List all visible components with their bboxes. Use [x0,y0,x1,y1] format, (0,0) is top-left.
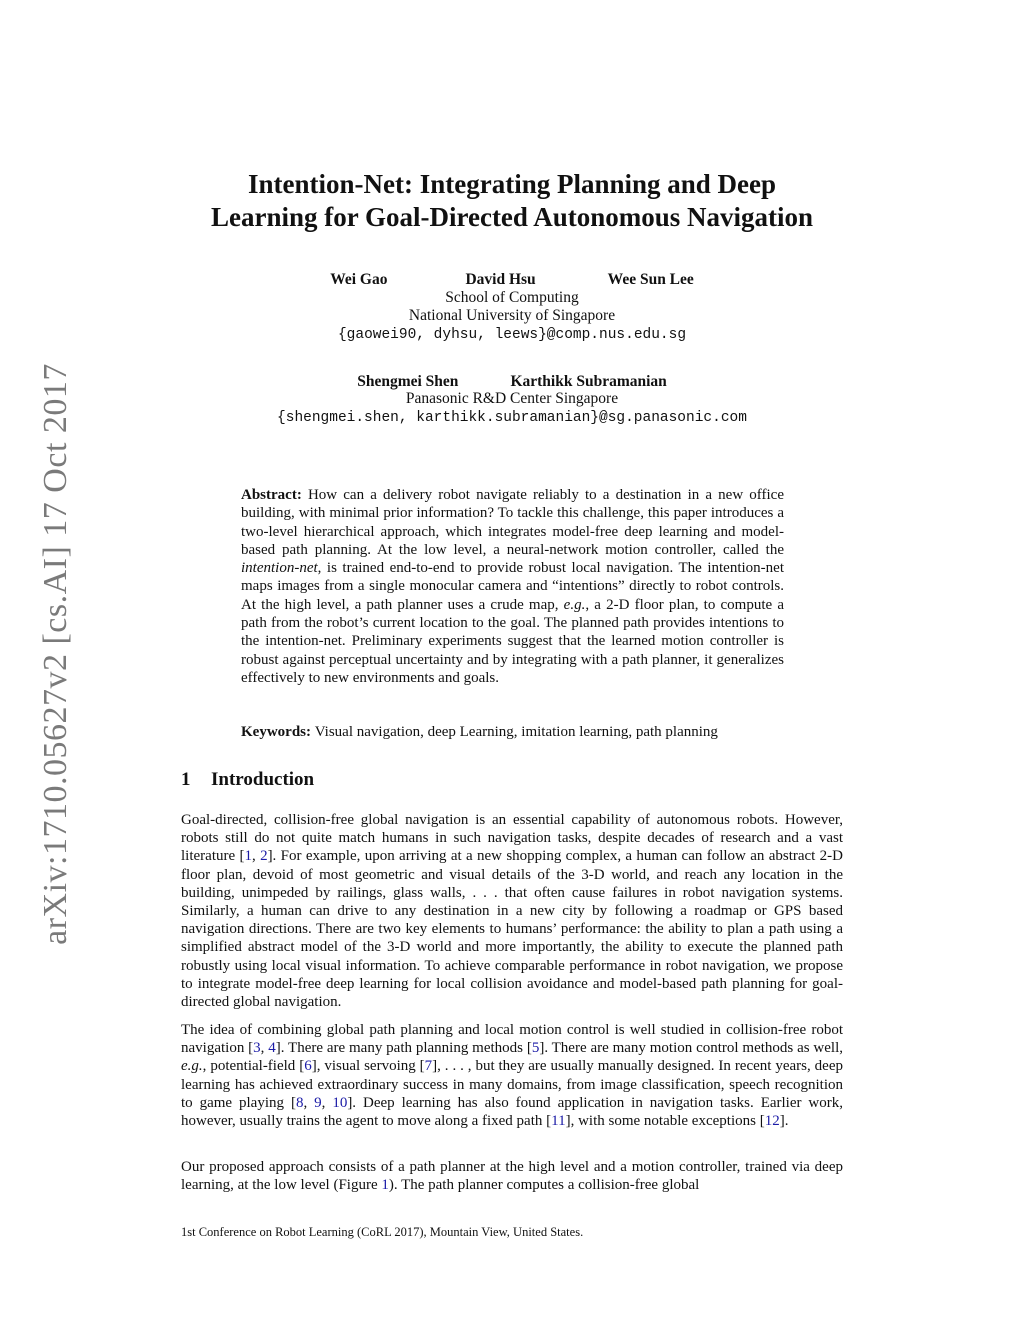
figure-link[interactable]: 1 [381,1177,389,1194]
citation-link[interactable]: 10 [332,1094,348,1111]
citation-link[interactable]: 5 [531,1040,540,1057]
paragraph-text: ]. For example, upon arriving at a new shopping complex, a human can follow an abstract 2-D floor plan, devoid of most geometric and visual details of the 3-D world, and reach any location in the building, unimpeded by railings, glass walls, . . . that often cause failures in robot navigation systems. Similarly, a human can drive to any destination in a new city by following a roadmap or GPS based navigation directions. There are two key elements to humans’ performance: the ability to plan a path using a simplified abstract model of the 3-D world and more importantly, the ability to execute the planned path robustly using local visual information. To achieve comparable performance in robot navigation, we propose to integrate model-free deep learning for local collision avoidance and model-based path planning for goal-directed global navigation. [181,848,843,1011]
paragraph-emphasis: e.g. [181,1058,203,1075]
keywords [241,723,801,741]
title-line-1: Intention-Net: Integrating Planning and Deep [247,169,777,199]
author-row-1 [0,270,1024,289]
abstract-emphasis: e.g. [563,596,586,613]
citation-link[interactable]: 4 [268,1040,276,1057]
paragraph-text: ). The path planner computes a collision-free global [388,1177,700,1194]
abstract-text: How can a delivery robot navigate reliably to a destination in a new office building, with minimal prior information? To tackle this challenge, this paper introduces a two-level hierarchical approach, which integrates model-free deep learning and model-based path planning. At the low level, a neural-network motion controller, called the [241,487,785,558]
paragraph-text: Our proposed approach consists of a path planner at the high level and a motion controller, trained via deep learning, at the low level (Figure [181,1159,843,1194]
paragraph-text: Goal-directed, collision-free global navigation is an essential capability of autonomous robots. However, robots still do not quite match humans in such navigation tasks, despite decades of research and a vast literature [ [181,812,843,865]
paragraph-text: ]. Deep learning has also found application in navigation tasks. Earlier work, however, usually trains the agent to move along a fixed path [ [181,1094,844,1130]
affiliation-panasonic: Panasonic R&D Center Singapore [405,390,619,407]
paragraph-text: ], with some notable exceptions [ [565,1113,765,1130]
citation-link[interactable]: 12 [764,1113,780,1130]
author-email-2: {shengmei.shen, karthikk.subramanian}@sg.panasonic.com [277,410,747,426]
section-title: Introduction [211,769,315,790]
conference-footnote: 1st Conference on Robot Learning (CoRL 2017), Mountain View, United States. [181,1225,584,1239]
paragraph-text: , potential-field [ [202,1058,305,1075]
citation-link[interactable]: 3 [253,1040,261,1057]
citation-link[interactable]: 7 [424,1058,433,1075]
abstract-label: Abstract: [241,487,302,503]
paragraph-text: ], . . . , but they are usually manually designed. In recent years, deep learning has achieved extraordinary success in many domains, from image classification, speech recognition to game playing [ [181,1058,843,1111]
author-email-1: {gaowei90, dyhsu, leews}@comp.nus.edu.sg [337,327,687,343]
affiliation-school: School of Computing [445,289,579,306]
paragraph-text: ]. There are many motion control methods as well, [539,1040,843,1057]
arxiv-stamp: arXiv:1710.05627v2 [cs.AI] 17 Oct 2017 [37,363,74,945]
citation-link[interactable]: 11 [551,1113,566,1130]
affiliation-university: National University of Singapore [408,307,616,324]
intro-paragraph-3 [181,1158,843,1194]
paragraph-text: , [321,1094,333,1111]
paragraph-text: , [251,848,261,865]
citation-link[interactable]: 6 [304,1058,312,1075]
section-number: 1 [181,769,191,790]
author-name: Shengmei Shen [357,373,459,390]
title-line-2: Learning for Goal-Directed Autonomous Navigation [210,202,813,232]
paper-title [120,168,904,234]
citation-link[interactable]: 1 [244,848,252,865]
keywords-label: Keywords: [241,724,311,740]
citation-link[interactable]: 8 [295,1094,304,1111]
abstract-emphasis: intention-net [241,560,318,577]
citation-link[interactable]: 2 [260,848,268,865]
paragraph-text: ]. There are many path planning methods [ [275,1040,532,1057]
citation-link[interactable]: 9 [314,1094,322,1111]
abstract-text: , a 2-D floor plan, to compute a path from the robot’s current location to the goal. The planned path provides intentions to the intention-net. Preliminary experiments suggest that the learned motion controller is robust against perceptual uncertainty and by integrating with a path planner, it generalizes effectively to new environments and goals. [241,596,784,686]
author-name: David Hsu [465,271,536,288]
abstract [241,486,784,687]
paragraph-text: ], visual servoing [ [311,1058,425,1075]
intro-paragraph-2 [181,1021,843,1130]
paragraph-text: ]. [779,1113,789,1130]
paragraph-text: The idea of combining global path planning and local motion control is well studied in collision-free robot navigation [ [181,1022,843,1057]
author-name: Wee Sun Lee [607,271,694,288]
author-name: Wei Gao [330,271,388,288]
author-name: Karthikk Subramanian [510,373,667,390]
paragraph-text: , [303,1094,315,1111]
section-heading [181,769,314,791]
paragraph-text: , [260,1040,269,1057]
author-row-2 [0,372,1024,391]
keywords-text: Visual navigation, deep Learning, imitation learning, path planning [314,724,718,740]
abstract-text: , is trained end-to-end to provide robust local navigation. The intention-net maps images from a single monocular camera and “intentions” directly to robot controls. At the high level, a path planner uses a crude map, [241,560,784,613]
intro-paragraph-1 [181,811,843,1011]
